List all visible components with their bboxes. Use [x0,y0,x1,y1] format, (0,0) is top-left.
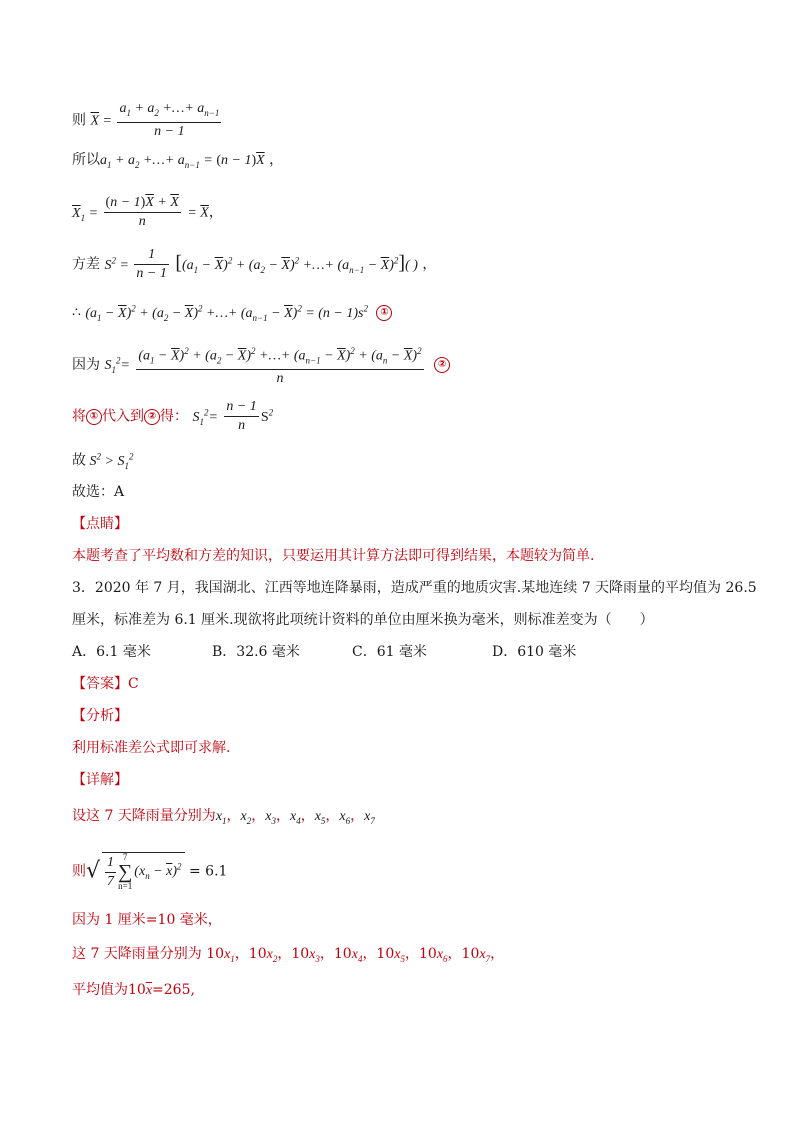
detail-line-2: 则√ $\frac{1}{7}$ 7 ∑ n=1 $(x_n - \overline{x})^2 = 6.1$ [72,852,228,891]
detail-line-4: 这 7 天降雨量分别为 $10x_1$，$10x_2$，$10x_3$，$10x_4$，$10x_5$，$10x_6$，$10x_7$， [72,946,505,964]
detail-title: 【详解】 [72,772,128,788]
answer-line: 【答案】C [72,676,139,692]
circle-marker-1: ① [376,305,392,321]
formula-variance: 方差 $S^2$ = $\frac{1}{n - 1}$ [$(a_1 - \overline{X})^2 + (a_2 - \overline{X})^2$ +…+ $(a_{n-1} - \overline{X})^2$]( ) ， [72,247,437,281]
circle-marker-2: ② [434,357,450,373]
option-a: A．6.1 毫米 [72,644,151,660]
dianjing-title: 【点睛】 [72,516,128,532]
formula-sum: 所以$a_1 + a_2$ +…+ $a_{n-1} = (n - 1)\overline{X}$ ， [72,152,284,170]
formula-eq2: 因为 $S_1^2=$ $\frac{(a_1 - \overline{X})^2 + (a_2 - \overline{X})^2 +\dots+ (a_{n-1} - \overline{X})^2 + (a_n - \overline{X})^2}{n}$ ② [72,342,450,388]
detail-line-5: 平均值为$10\overline{x}=265$, [72,982,195,998]
analysis-text: 利用标准差公式即可求解. [72,740,231,756]
option-c: C．61 毫米 [352,644,427,660]
substitution-line: 将 ① 代入到 ② 得： $S_1^2=$ $\frac{n - 1}{n}$ $S^2$ [72,399,274,433]
option-d: D．610 毫米 [492,644,577,660]
detail-line-1: 设这 7 天降雨量分别为$x_1$，$x_2$，$x_3$，$x_4$，$x_5$，$x_6$，$x_7$ [72,808,375,826]
formula-eq1: ∴ $(a_1 - \overline{X})^2 + (a_2 - \overline{X})^2$ +…+ $(a_{n-1} - \overline{X})^2 = (n - 1)s^2$ ① [72,298,392,327]
options-row [72,642,632,662]
formula-mean: 则 $\overline{X}$ = $\frac{a_1 + a_2 +\dots+ a_{n-1}}{n - 1}$ [72,101,220,139]
detail-line-3: 因为 1 厘米=10 毫米， [72,912,222,928]
option-b: B．32.6 毫米 [212,644,300,660]
question-3-line-1: 3．2020 年 7 月，我国湖北、江西等地连降暴雨，造成严重的地质灾害.某地连续 7 天降雨量的平均值为 26.5 [72,580,757,596]
dianjing-text: 本题考查了平均数和方差的知识，只要运用其计算方法即可得到结果，本题较为简单. [72,548,595,564]
choose-line: 故选：A [72,484,125,500]
question-3-line-2: 厘米，标准差为 6.1 厘米.现欲将此项统计资料的单位由厘米换为毫米，则标准差变为（ ） [72,612,654,628]
formula-mean-x1: $\overline{X}_1$ = $\frac{(n - 1)\overline{X} + \overline{X}}{n}$ = $\overline{X}$， [72,195,223,229]
conclusion-line: 故 $S^2 > S_1^2$ [72,451,134,471]
analysis-title: 【分析】 [72,708,128,724]
